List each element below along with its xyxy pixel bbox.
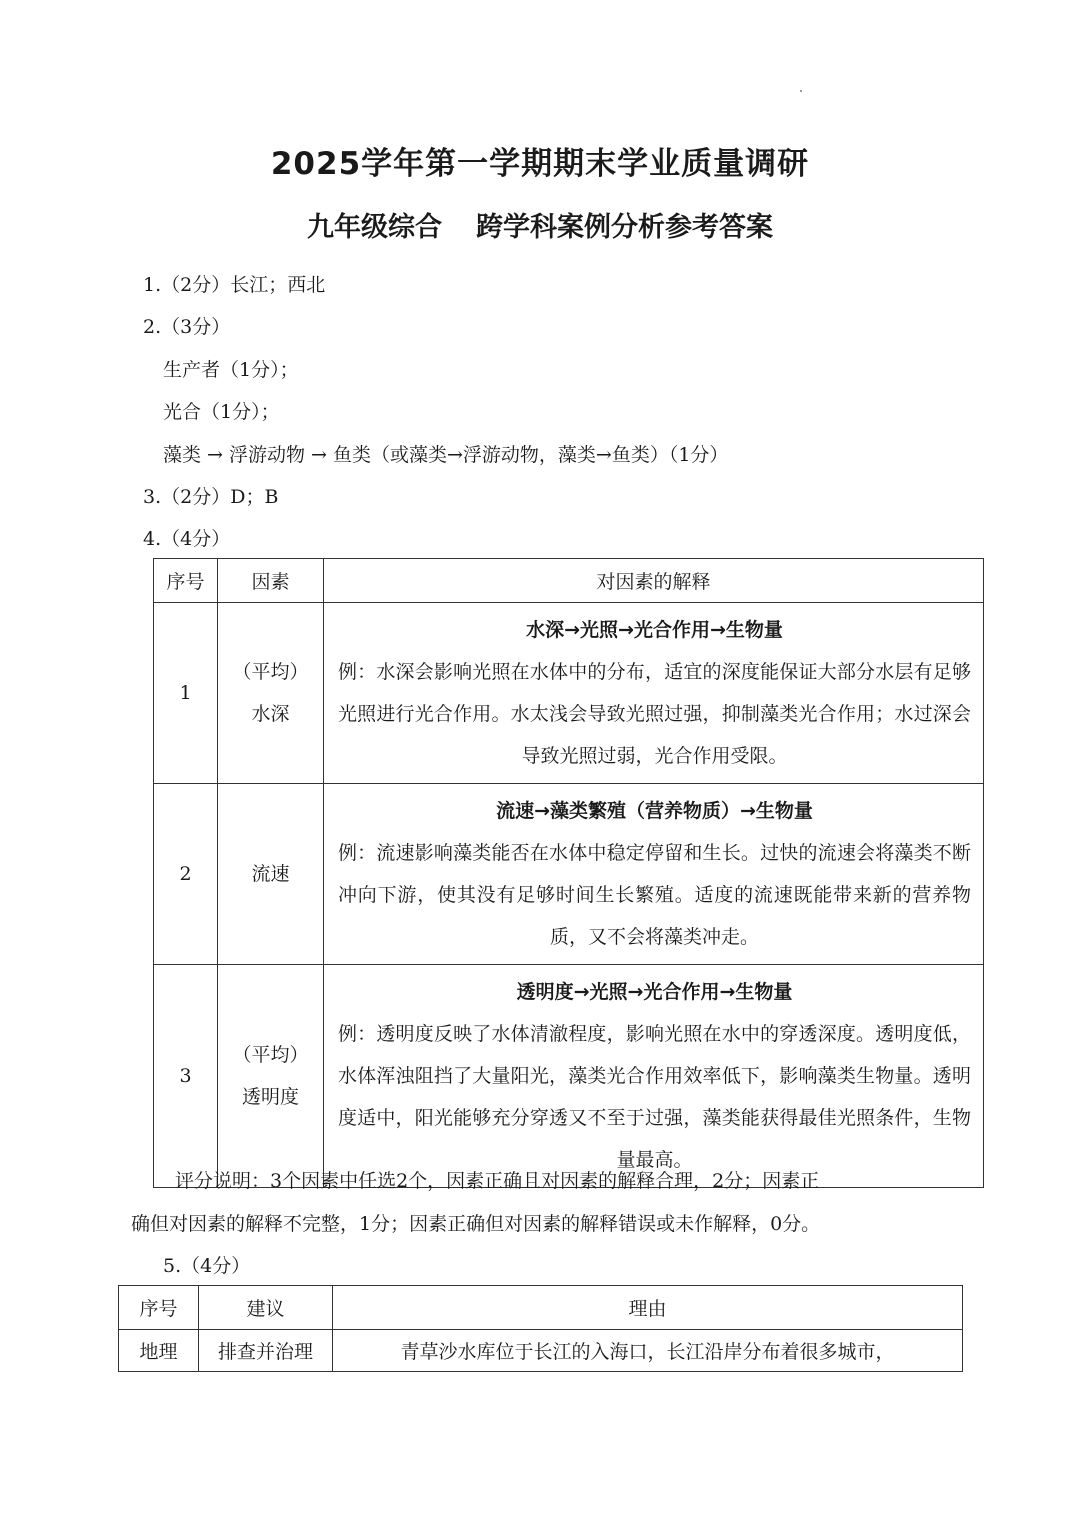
factor-line: 流速 [251,863,290,885]
row-factor [218,784,324,965]
table-row [119,1330,963,1372]
row-factor [218,965,324,1188]
table-row [154,965,984,1188]
row-no: 2 [154,784,218,965]
factor-line: 透明度 [241,1086,299,1108]
row-no: 3 [154,965,218,1188]
row-explanation [324,603,984,784]
header-suggestion: 建议 [199,1286,333,1330]
answer-q3: 3.（2分）D；B [143,486,279,508]
header-reason: 理由 [333,1286,963,1330]
header-factor: 因素 [218,559,324,603]
factor-table [153,558,984,1188]
suggestion-table-header [119,1286,963,1330]
page-title: 2025学年第一学期期末学业质量调研 [270,146,810,182]
subtitle-subject: 九年级综合 [307,212,442,243]
row-no: 1 [154,603,218,784]
answer-q5-head: 5.（4分） [163,1255,251,1277]
explanation-text: 例：流速影响藻类能否在水体中稳定停留和生长。过快的流速会将藻类不断冲向下游，使其没有足够时间生长繁殖。适度的流速既能带来新的营养物质，又不会将藻类冲走。 [338,842,971,948]
explanation-chain: 水深→光照→光合作用→生物量 [526,619,783,641]
header-no: 序号 [119,1286,199,1330]
answer-q2-line3: 藻类 → 浮游动物 → 鱼类（或藻类→浮游动物，藻类→鱼类）（1分） [163,444,729,466]
answer-q4-head: 4.（4分） [143,528,231,550]
answer-q2-line2: 光合（1分）； [163,401,280,423]
explanation-chain: 透明度→光照→光合作用→生物量 [516,981,793,1003]
table-row [154,784,984,965]
factor-line: 水深 [251,703,290,725]
scan-speck [800,90,802,92]
answer-q2-head: 2.（3分） [143,316,231,338]
row-explanation [324,965,984,1188]
row-suggestion: 排查并治理 [199,1330,333,1372]
page-subtitle [0,205,1080,244]
subtitle-paper: 跨学科案例分析参考答案 [476,212,773,243]
row-explanation [324,784,984,965]
answer-q1: 1.（2分）长江；西北 [143,274,326,296]
factor-line: （平均） [232,1044,309,1066]
explanation-text: 例：透明度反映了水体清澈程度，影响光照在水中的穿透深度。透明度低，水体浑浊阻挡了大量阳光，藻类光合作用效率低下，影响藻类生物量。透明度适中，阳光能够充分穿透又不至于过强，藻类能获得最佳光照条件，生物量最高。 [338,1023,971,1171]
row-reason: 青草沙水库位于长江的入海口，长江沿岸分布着很多城市， [333,1330,963,1372]
factor-table-header [154,559,984,603]
row-factor [218,603,324,784]
answer-q2-line1: 生产者（1分）； [163,359,299,381]
header-no: 序号 [154,559,218,603]
scoring-note-line1: 评分说明：3个因素中任选2个，因素正确且对因素的解释合理，2分；因素正 [175,1170,820,1192]
header-explanation: 对因素的解释 [324,559,984,603]
scoring-note-line2: 确但对因素的解释不完整，1分；因素正确但对因素的解释错误或未作解释，0分。 [131,1213,821,1235]
row-category: 地理 [119,1330,199,1372]
explanation-chain: 流速→藻类繁殖（营养物质）→生物量 [496,800,813,822]
explanation-text: 例：水深会影响光照在水体中的分布，适宜的深度能保证大部分水层有足够光照进行光合作用。水太浅会导致光照过强，抑制藻类光合作用；水过深会导致光照过弱，光合作用受限。 [338,661,971,767]
suggestion-table [118,1285,963,1372]
factor-line: （平均） [232,661,309,683]
table-row [154,603,984,784]
